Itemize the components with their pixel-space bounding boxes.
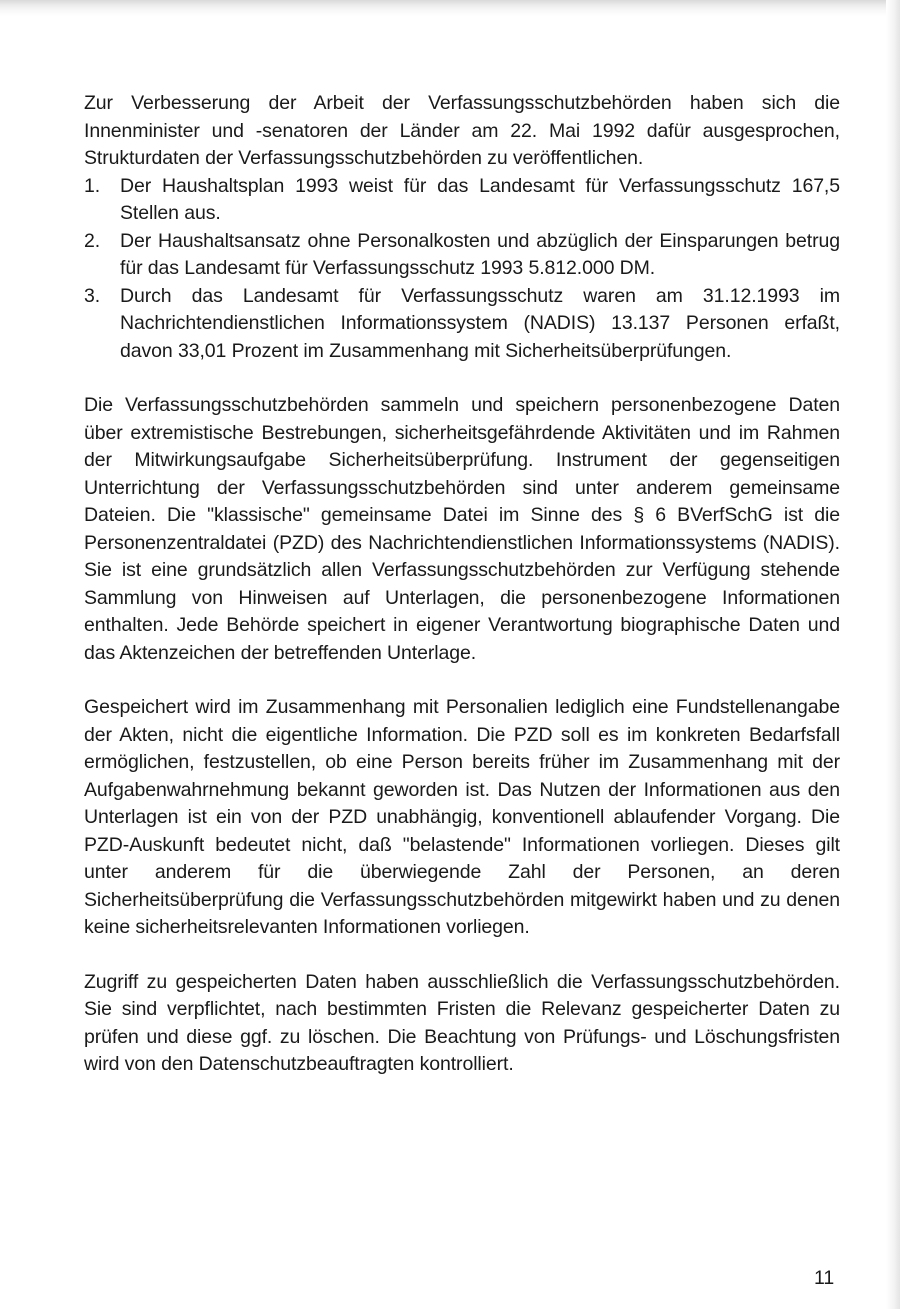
list-text: Der Haushaltsansatz ohne Personalkosten und abzüglich der Einsparungen betrug für das Landesamt für Verfassungsschutz 1993 5.812.000 DM. (120, 229, 840, 279)
list-item-2 (84, 228, 840, 283)
list-number: 2. (84, 229, 101, 252)
list-number: 3. (84, 284, 101, 307)
list-number: 1. (84, 174, 101, 197)
page-number: 11 (814, 1267, 835, 1289)
structure-data-list (84, 173, 840, 366)
scan-edge-right (886, 0, 900, 1309)
intro-paragraph: Zur Verbesserung der Arbeit der Verfassungsschutzbehörden haben sich die Innenminister und -senatoren der Länder am 22. Mai 1992 dafür ausgesprochen, Strukturdaten der Verfassungsschutzbehörden zu veröffentlichen. (84, 92, 840, 169)
list-text: Der Haushaltsplan 1993 weist für das Landesamt für Verfassungsschutz 167,5 Stellen aus. (120, 174, 840, 224)
list-item-3 (84, 283, 840, 366)
scan-edge-top (0, 0, 900, 16)
body-paragraph-2: Gespeichert wird im Zusammenhang mit Personalien lediglich eine Fundstellenangabe der Akten, nicht die eigentliche Information. Die PZD soll es im konkreten Bedarfsfall ermöglichen, festzustellen, ob eine Person bereits früher im Zusammenhang mit der Aufgabenwahrnehmung bekannt geworden ist. Das Nutzen der Informationen aus den Unterlagen ist ein von der PZD unabhängig, konventionell ablaufender Vorgang. Die PZD-Auskunft bedeutet nicht, daß "belastende" Informationen vorliegen. Dieses gilt unter anderem für die überwiegende Zahl der Personen, an deren Sicherheitsüberprüfung die Verfassungsschutzbehörden mitgewirkt haben und zu denen keine sicherheitsrelevanten Informationen vorliegen. (84, 696, 840, 938)
body-paragraph-3: Zugriff zu gespeicherten Daten haben ausschließlich die Verfassungsschutzbehörden. Sie sind verpflichtet, nach bestimmten Fristen die Relevanz gespeicherter Daten zu prüfen und diese ggf. zu löschen. Die Beachtung von Prüfungs- und Löschungsfristen wird von den Datenschutzbeauftragten kontrolliert. (84, 970, 840, 1075)
document-page (84, 90, 840, 1079)
list-text: Durch das Landesamt für Verfassungsschutz waren am 31.12.1993 im Nachrichtendienstlichen Informationssystem (NADIS) 13.137 Personen erfaßt, davon 33,01 Prozent im Zusammenhang mit Sicherheitsüberprüfungen. (120, 284, 840, 362)
list-item-1 (84, 173, 840, 228)
body-paragraph-1: Die Verfassungsschutzbehörden sammeln und speichern personenbezogene Daten über extremistische Bestrebungen, sicherheitsgefährdende Aktivitäten und im Rahmen der Mitwirkungsaufgabe Sicherheitsüberprüfung. Instrument der gegenseitigen Unterrichtung der Verfassungsschutzbehörden sind unter anderem gemeinsame Dateien. Die "klassische" gemeinsame Datei im Sinne des § 6 BVerfSchG ist die Personenzentraldatei (PZD) des Nachrichtendienstlichen Informationssystems (NADIS). Sie ist eine grundsätzlich allen Verfassungsschutzbehörden zur Verfügung stehende Sammlung von Hinweisen auf Unterlagen, die personenbezogene Informationen enthalten. Jede Behörde speichert in eigener Verantwortung biographische Daten und das Aktenzeichen der betreffenden Unterlage. (84, 394, 840, 664)
